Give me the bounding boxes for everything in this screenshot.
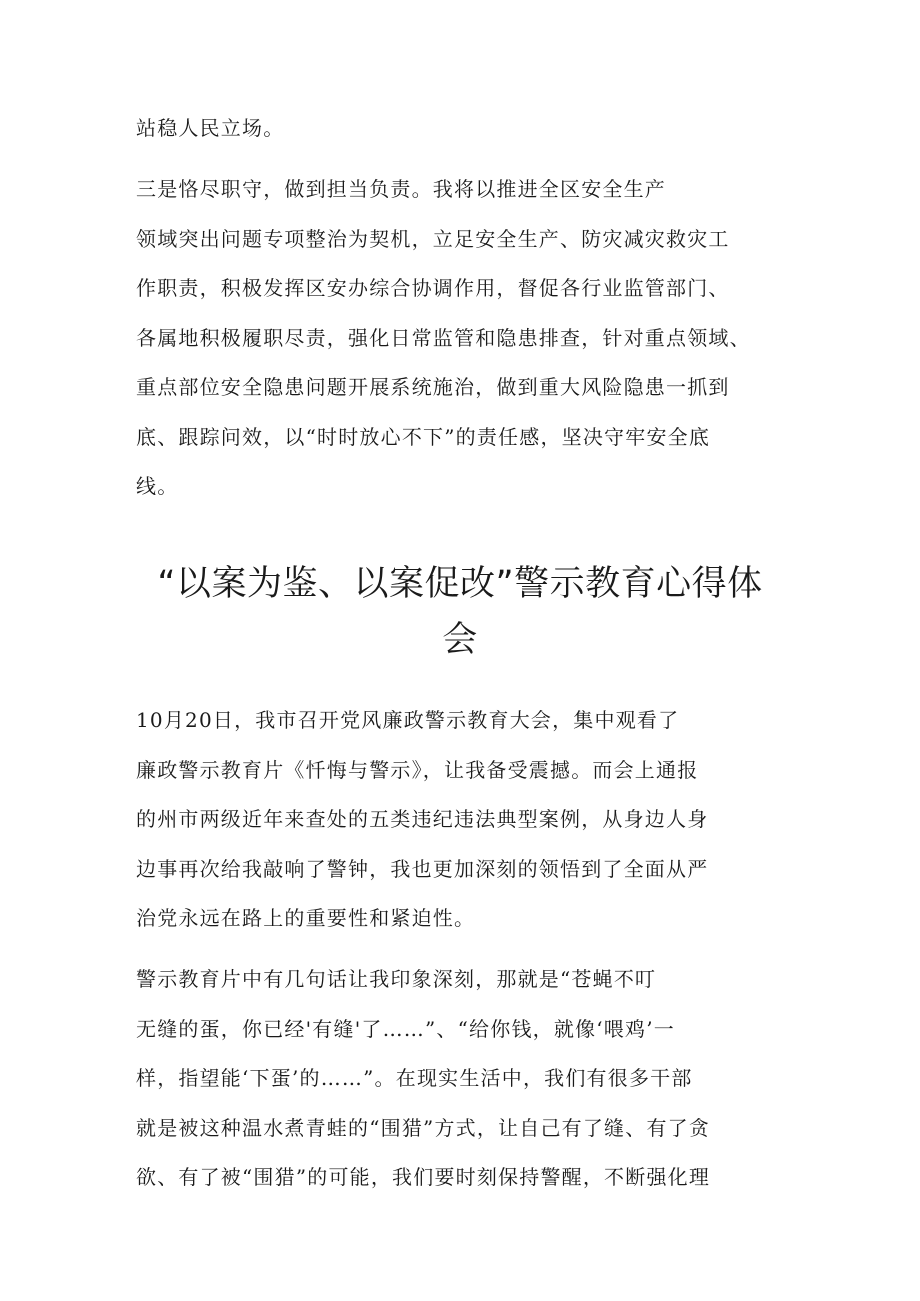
document-title xyxy=(100,556,820,668)
text-line: 无缝的蛋，你已经'有缝'了……”、“给你钱，就像‘喂鸡’一 xyxy=(136,1016,675,1041)
paragraph-4 xyxy=(136,955,776,1203)
title-line: “以案为鉴、以案促改”警示教育心得体 xyxy=(157,564,763,604)
text-line: 就是被这种温水煮青蛙的“围猎”方式，让自己有了缝、有了贪 xyxy=(136,1115,711,1140)
text-line: 廉政警示教育片《忏悔与警示》，让我备受震撼。而会上通报 xyxy=(136,757,699,782)
text-line: 领域突出问题专项整治为契机，立足安全生产、防灾减灾救灾工 xyxy=(136,226,730,251)
text-line: 线。 xyxy=(136,474,179,498)
text-line: 欲、有了被“围猎”的可能，我们要时刻保持警醒，不断强化理 xyxy=(136,1165,711,1189)
text-line: 各属地积极履职尽责，强化日常监管和隐患排查，针对重点领域、 xyxy=(136,325,751,350)
paragraph-1 xyxy=(136,104,776,154)
text-line: 警示教育片中有几句话让我印象深刻，那就是“苍蝇不叮 xyxy=(136,967,657,991)
text-line: 治党永远在路上的重要性和紧迫性。 xyxy=(136,906,476,930)
text-line: 样，指望能‘下蛋’的……”。在现实生活中，我们有很多干部 xyxy=(136,1066,693,1090)
text-line: 重点部位安全隐患问题开展系统施治，做到重大风险隐患一抓到 xyxy=(136,375,730,399)
paragraph-3 xyxy=(136,696,776,944)
text-line: 三是恪尽职守，做到担当负责。我将以推进全区安全生产 xyxy=(136,177,666,201)
title-line: 会 xyxy=(442,620,478,660)
text-line: 作职责，积极发挥区安办综合协调作用，督促各行业监管部门、 xyxy=(136,276,730,300)
paragraph-2 xyxy=(136,165,776,512)
text-line: 10月20日，我市召开党风廉政警示教育大会，集中观看了 xyxy=(136,708,680,732)
text-line: 边事再次给我敲响了警钟，我也更加深刻的领悟到了全面从严 xyxy=(136,856,709,881)
text-line: 的州市两级近年来查处的五类违纪违法典型案例，从身边人身 xyxy=(136,807,709,831)
text-line: 站稳人民立场。 xyxy=(136,116,285,140)
text-line: 底、跟踪问效，以“时时放心不下”的责任感，坚决守牢安全底 xyxy=(136,424,711,449)
